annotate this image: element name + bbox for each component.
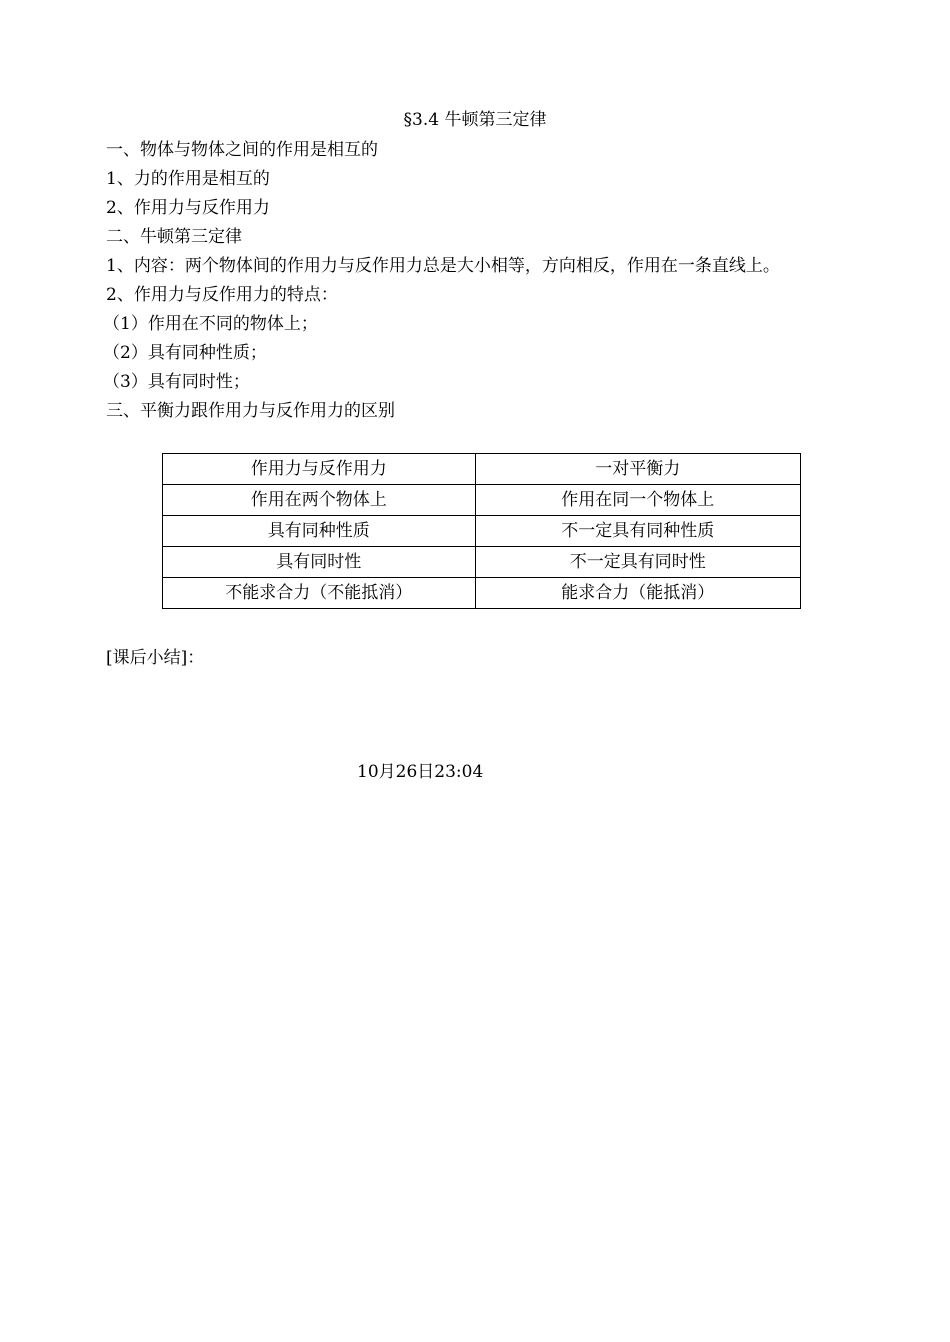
table-cell: 一对平衡力 xyxy=(475,454,801,485)
table-row xyxy=(163,578,801,609)
table-row xyxy=(163,485,801,516)
summary-label: [课后小结]： xyxy=(106,648,205,668)
table-cell: 作用在两个物体上 xyxy=(163,485,476,516)
paragraph-line: 2、作用力与反作用力的特点： xyxy=(106,285,338,305)
list-item: （3）具有同时性； xyxy=(103,372,250,392)
table-cell: 具有同时性 xyxy=(163,547,476,578)
document-body xyxy=(103,136,906,426)
document-title: §3.4 牛顿第三定律 xyxy=(403,110,547,130)
table-cell: 具有同种性质 xyxy=(163,516,476,547)
comparison-table xyxy=(162,453,801,609)
table-cell: 不一定具有同时性 xyxy=(475,547,801,578)
table-cell: 作用在同一个物体上 xyxy=(475,485,801,516)
section-heading-2: 二、牛顿第三定律 xyxy=(106,227,242,247)
table-row xyxy=(163,547,801,578)
table-cell: 不能求合力（不能抵消） xyxy=(163,578,476,609)
section-heading-1: 一、物体与物体之间的作用是相互的 xyxy=(106,140,378,160)
paragraph-line: 2、作用力与反作用力 xyxy=(106,198,270,218)
list-item: （2）具有同种性质； xyxy=(103,343,267,363)
table-row xyxy=(163,516,801,547)
table-cell: 能求合力（能抵消） xyxy=(475,578,801,609)
law-content-line: 1、内容：两个物体间的作用力与反作用力总是大小相等，方向相反，作用在一条直线上。 xyxy=(106,256,780,276)
timestamp: 10月26日23:04 xyxy=(357,762,484,782)
section-heading-3: 三、平衡力跟作用力与反作用力的区别 xyxy=(106,401,395,421)
paragraph-line: 1、力的作用是相互的 xyxy=(106,169,270,189)
table-cell: 不一定具有同种性质 xyxy=(475,516,801,547)
table-cell: 作用力与反作用力 xyxy=(163,454,476,485)
list-item: （1）作用在不同的物体上； xyxy=(103,314,318,334)
table-row xyxy=(163,454,801,485)
